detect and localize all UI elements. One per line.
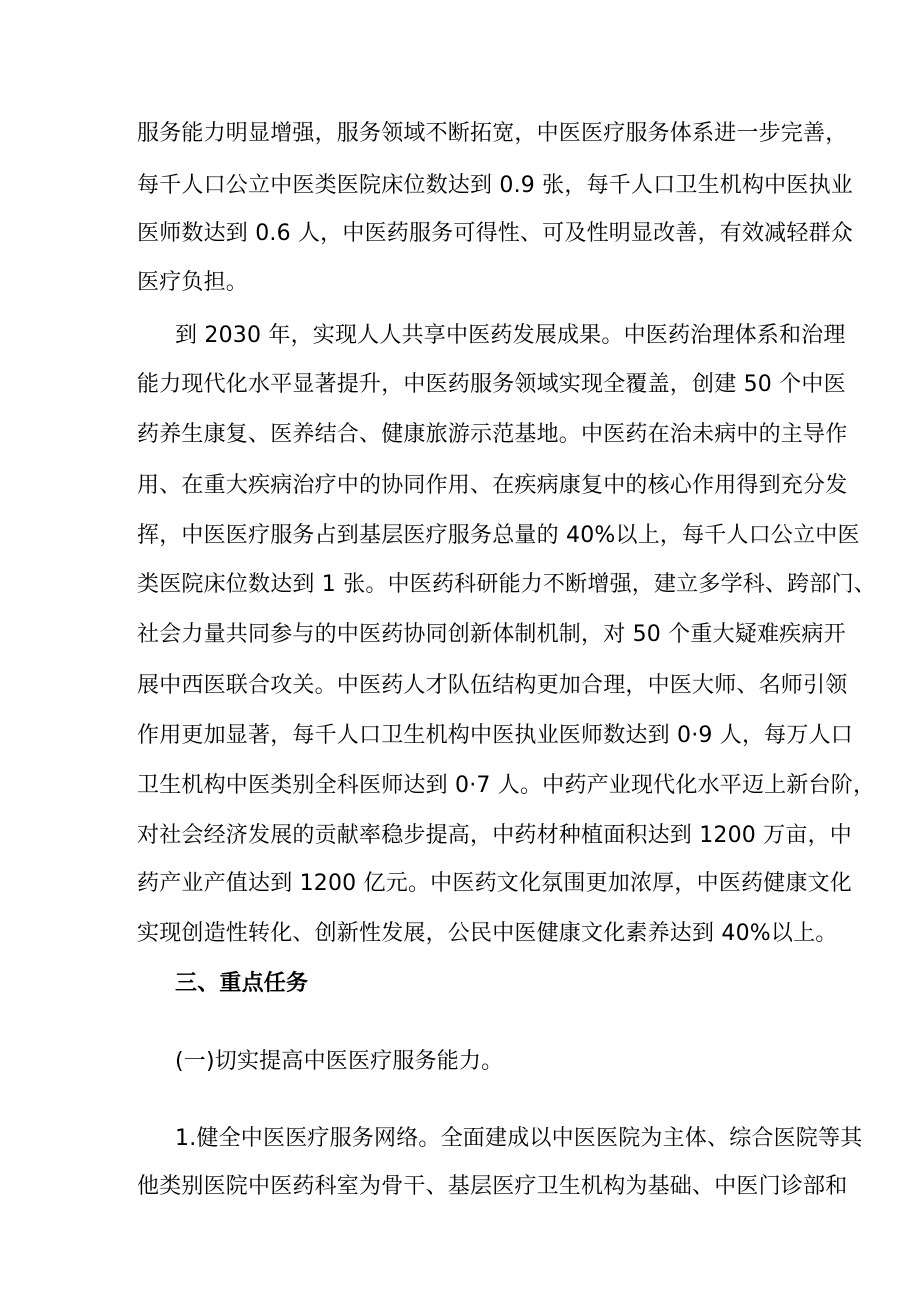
paragraph-2-line-13: 实现创造性转化、创新性发展，公民中医健康文化素养达到 40%以上。: [137, 921, 838, 946]
paragraph-3-line-2: 他类别医院中医药科室为骨干、基层医疗卫生机构为基础、中医门诊部和: [137, 1174, 848, 1199]
paragraph-2-line-6: 类医院床位数达到 1 张。中医药科研能力不断增强，建立多学科、跨部门、: [137, 572, 876, 597]
paragraph-1-line-1: 服务能力明显增强，服务领域不断拓宽，中医医疗服务体系进一步完善，: [137, 121, 848, 146]
paragraph-1-line-3: 医师数达到 0.6 人，中医药服务可得性、可及性明显改善，有效减轻群众: [137, 221, 853, 246]
paragraph-1-line-2: 每千人口公立中医类医院床位数达到 0.9 张，每千人口卫生机构中医执业: [137, 173, 853, 198]
paragraph-1-line-4: 医疗负担。: [137, 270, 249, 295]
paragraph-2-line-11: 对社会经济发展的贡献率稳步提高，中药材种植面积达到 1200 万亩，中: [137, 823, 852, 848]
section-heading: 三、重点任务: [175, 971, 309, 996]
paragraph-2-line-8: 展中西医联合攻关。中医药人才队伍结构更加合理，中医大师、名师引领: [137, 673, 848, 698]
paragraph-2-line-2: 能力现代化水平显著提升，中医药服务领域实现全覆盖，创建 50 个中医: [137, 372, 846, 397]
paragraph-3-line-1: 1.健全中医医疗服务网络。全面建成以中医医院为主体、综合医院等其: [175, 1126, 863, 1151]
paragraph-2-line-4: 用、在重大疾病治疗中的协同作用、在疾病康复中的核心作用得到充分发: [137, 473, 848, 498]
paragraph-2-line-7: 社会力量共同参与的中医药协同创新体制机制，对 50 个重大疑难疾病开: [137, 622, 846, 647]
paragraph-2-line-1: 到 2030 年，实现人人共享中医药发展成果。中医药治理体系和治理: [175, 323, 846, 348]
paragraph-2-line-9: 作用更加显著，每千人口卫生机构中医执业医师数达到 0·9 人，每万人口: [137, 723, 853, 748]
paragraph-2-line-12: 药产业产值达到 1200 亿元。中医药文化氛围更加浓厚，中医药健康文化: [137, 871, 852, 896]
paragraph-2-line-5: 挥，中医医疗服务占到基层医疗服务总量的 40%以上，每千人口公立中医: [137, 523, 860, 548]
paragraph-2-line-10: 卫生机构中医类别全科医师达到 0·7 人。中药产业现代化水平迈上新台阶，: [137, 773, 876, 798]
subsection-heading: (一)切实提高中医医疗服务能力。: [175, 1049, 504, 1074]
paragraph-2-line-3: 药养生康复、医养结合、健康旅游示范基地。中医药在治未病中的主导作: [137, 422, 848, 447]
